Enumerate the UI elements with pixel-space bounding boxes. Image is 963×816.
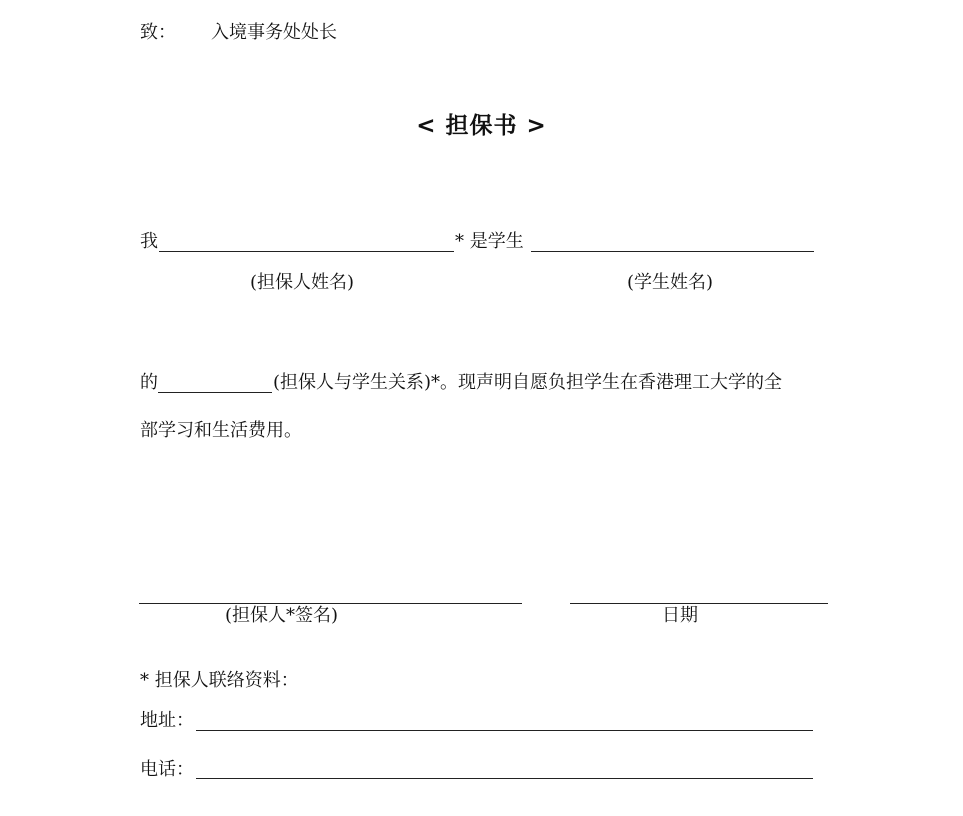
sponsor-name-blank[interactable] <box>159 251 454 252</box>
date-caption: 日期 <box>662 605 698 626</box>
relationship-blank[interactable] <box>158 392 272 393</box>
sponsor-name-caption: (担保人姓名) <box>250 272 355 293</box>
statement-continuation: 部学习和生活费用。 <box>140 420 302 441</box>
signature-blank[interactable] <box>139 603 522 604</box>
date-blank[interactable] <box>570 603 828 604</box>
statement-is-student: * 是学生 <box>455 231 524 252</box>
student-name-caption: (学生姓名) <box>627 272 714 293</box>
contact-heading: * 担保人联络资料： <box>140 670 299 691</box>
to-label: 致： <box>140 22 176 43</box>
recipient-text: 入境事务处处长 <box>211 22 337 43</box>
statement-wo: 我 <box>140 231 158 252</box>
student-name-blank[interactable] <box>531 251 814 252</box>
document-title: < 担保书 > <box>416 113 547 139</box>
address-blank[interactable] <box>196 730 813 731</box>
signature-caption: (担保人*签名) <box>225 605 339 626</box>
address-label: 地址： <box>140 710 194 731</box>
phone-label: 电话： <box>140 759 194 780</box>
phone-blank[interactable] <box>196 778 813 779</box>
statement-relation-text: (担保人与学生关系)*。现声明自愿负担学生在香港理工大学的全 <box>273 372 783 393</box>
statement-de: 的 <box>140 372 158 393</box>
